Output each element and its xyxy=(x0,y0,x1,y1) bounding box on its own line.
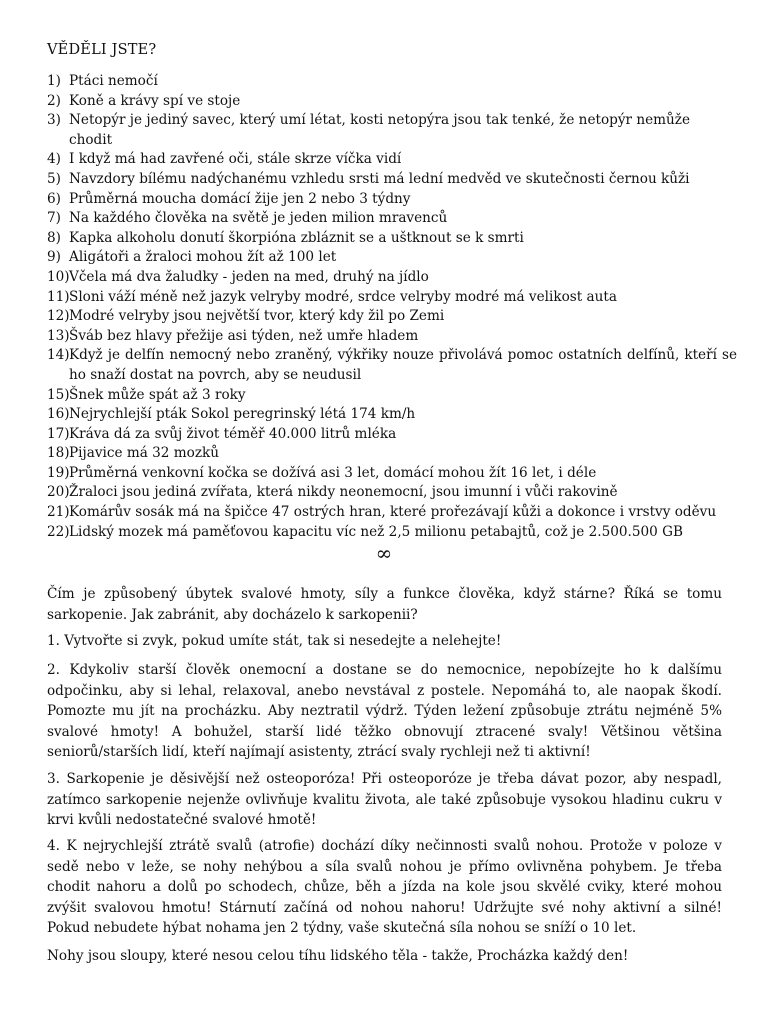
item-text: Průměrná venkovní kočka se dožívá asi 3 let, domácí mohou žít 16 let, i déle xyxy=(69,464,597,481)
item-text: Koně a krávy spí ve stoje xyxy=(69,92,241,109)
item-text: Modré velryby jsou největší tvor, který kdy žil po Zemi xyxy=(69,308,445,325)
item-text: Šváb bez hlavy přežije asi týden, než umře hladem xyxy=(69,327,419,344)
item-number: 1) xyxy=(47,73,61,89)
item-text: Když je delfín nemocný nebo zraněný, výkřiky nouze přivolává pomoc ostatních delfínů, kteří se ho snaží dostat na povrch, aby se neudusil xyxy=(69,347,737,383)
list-item xyxy=(47,150,737,170)
item-number: 20) xyxy=(47,484,70,501)
item-number: 15) xyxy=(47,386,70,403)
item-text: Průměrná moucha domácí žije jen 2 nebo 3 týdny xyxy=(69,190,411,207)
list-item xyxy=(47,503,737,523)
item-number: 13) xyxy=(47,327,70,344)
item-text: Ptáci nemočí xyxy=(69,73,158,89)
item-text: Pijavice má 32 mozků xyxy=(69,445,219,462)
item-text: Kráva dá za svůj život téměř 40.000 litrů mléka xyxy=(69,425,397,442)
item-text: Nejrychlejší pták Sokol peregrinský létá 174 km/h xyxy=(69,406,416,423)
item-text: Lidský mozek má paměťovou kapacitu víc než 2,5 milionu petabajtů, což je 2.500.500 GB xyxy=(69,523,683,540)
list-item xyxy=(47,483,737,503)
list-item xyxy=(47,523,737,543)
list-item xyxy=(47,386,737,406)
item-number: 9) xyxy=(47,249,61,266)
tip-paragraph-3: 3. Sarkopenie je děsivější než osteoporóza! Při osteoporóze je třeba dávat pozor, aby nespadl, zatímco sarkopenie nejenže ovlivňuje kvalitu života, ale také způsobuje vysokou hladinu cukru v krvi kvůli nedostatečné svalové hmotě! xyxy=(47,771,722,829)
tip-paragraph-1: 1. Vytvořte si zvyk, pokud umíte stát, tak si nesedejte a nelehejte! xyxy=(47,633,502,649)
item-number: 21) xyxy=(47,504,70,521)
item-number: 12) xyxy=(47,308,70,325)
intro-paragraph: Čím je způsobený úbytek svalové hmoty, síly a funkce člověka, když stárne? Říká se tomu sarkopenie. Jak zabránit, aby docházelo k sarkopenii? xyxy=(47,586,722,623)
item-number: 3) xyxy=(47,112,61,129)
list-item xyxy=(47,170,737,190)
item-text: Včela má dva žaludky - jeden na med, druhý na jídlo xyxy=(69,268,429,285)
item-number: 16) xyxy=(47,406,70,423)
item-number: 2) xyxy=(47,92,61,109)
item-text: Žraloci jsou jediná zvířata, která nikdy neonemocní, jsou imunní i vůči rakovině xyxy=(69,484,618,501)
item-number: 5) xyxy=(47,170,61,187)
item-number: 14) xyxy=(47,347,70,364)
item-text: Na každého člověka na světě je jeden milion mravenců xyxy=(69,210,448,227)
item-text: Aligátoři a žraloci mohou žít až 100 let xyxy=(69,249,337,266)
list-item xyxy=(47,268,737,288)
list-item xyxy=(47,307,737,327)
item-number: 8) xyxy=(47,229,61,246)
page-title: VĚDĚLI JSTE? xyxy=(47,42,157,58)
item-text: Netopýr je jediný savec, který umí létat, kosti netopýra jsou tak tenké, že netopýr nemůže chodit xyxy=(69,112,690,148)
list-item xyxy=(47,92,737,112)
tip-paragraph-2: 2. Kdykoliv starší člověk onemocní a dostane se do nemocnice, nepobízejte ho k dalšímu odpočinku, aby si lehal, relaxoval, anebo nevstával z postele. Nepomáhá to, ale naopak škodí. Pomozte mu jít na procházku. Aby neztratil výdrž. Týden ležení způsobuje ztrátu nejméně 5% svalové hmoty! A bohužel, starší lidé těžko obnovují ztracené svaly! Většinou většina seniorů/starších lidí, kteří najímají asistenty, ztrácí svaly rychleji než ti aktivní! xyxy=(47,662,722,761)
item-number: 22) xyxy=(47,523,70,540)
item-number: 10) xyxy=(47,268,70,285)
list-item xyxy=(47,444,737,464)
item-number: 11) xyxy=(47,288,70,305)
list-item xyxy=(47,405,737,425)
item-number: 17) xyxy=(47,425,70,442)
item-text: Komárův sosák má na špičce 47 ostrých hran, které prořezávají kůži a dokonce i vrstvy oděvu xyxy=(69,504,717,521)
item-text: Sloni váží méně než jazyk velryby modré, srdce velryby modré má velikost auta xyxy=(69,288,617,305)
list-item xyxy=(47,111,737,150)
list-item xyxy=(47,72,737,92)
list-item xyxy=(47,346,737,385)
item-text: Šnek může spát až 3 roky xyxy=(69,386,246,403)
facts-list xyxy=(47,72,737,542)
list-item xyxy=(47,229,737,249)
tip-paragraph-4: 4. K nejrychlejší ztrátě svalů (atrofie) dochází díky nečinnosti svalů nohou. Protože v poloze v sedě nebo v leže, se nohy nehýbou a síla svalů nohou je přímo ovlivněna pohybem. Je třeba chodit nahoru a dolů po schodech, chůze, běh a jízda na kole jsou skvělé cviky, které mohou zvýšit svalovou hmotu! Stárnutí začíná od nohou nahoru! Udržujte své nohy aktivní a silné! Pokud nebudete hýbat nohama jen 2 týdny, vaše skutečná síla nohou se sníží o 10 let. xyxy=(47,838,722,937)
closing-paragraph: Nohy jsou sloupy, které nesou celou tíhu lidského těla - takže, Procházka každý den! xyxy=(47,948,629,964)
item-text: Kapka alkoholu donutí škorpióna zbláznit se a uštknout se k smrti xyxy=(69,229,524,246)
item-number: 18) xyxy=(47,445,70,462)
list-item xyxy=(47,248,737,268)
list-item xyxy=(47,464,737,484)
item-text: I když má had zavřené oči, stále skrze víčka vidí xyxy=(69,151,402,168)
item-number: 19) xyxy=(47,464,70,481)
list-item xyxy=(47,209,737,229)
list-item xyxy=(47,327,737,347)
list-item xyxy=(47,425,737,445)
item-number: 7) xyxy=(47,210,61,227)
list-item xyxy=(47,288,737,308)
list-item xyxy=(47,190,737,210)
item-number: 6) xyxy=(47,190,61,207)
infinity-divider: ∞ xyxy=(375,541,393,565)
item-text: Navzdory bílému nadýchanému vzhledu srsti má lední medvěd ve skutečnosti černou kůži xyxy=(69,170,690,187)
item-number: 4) xyxy=(47,151,61,168)
